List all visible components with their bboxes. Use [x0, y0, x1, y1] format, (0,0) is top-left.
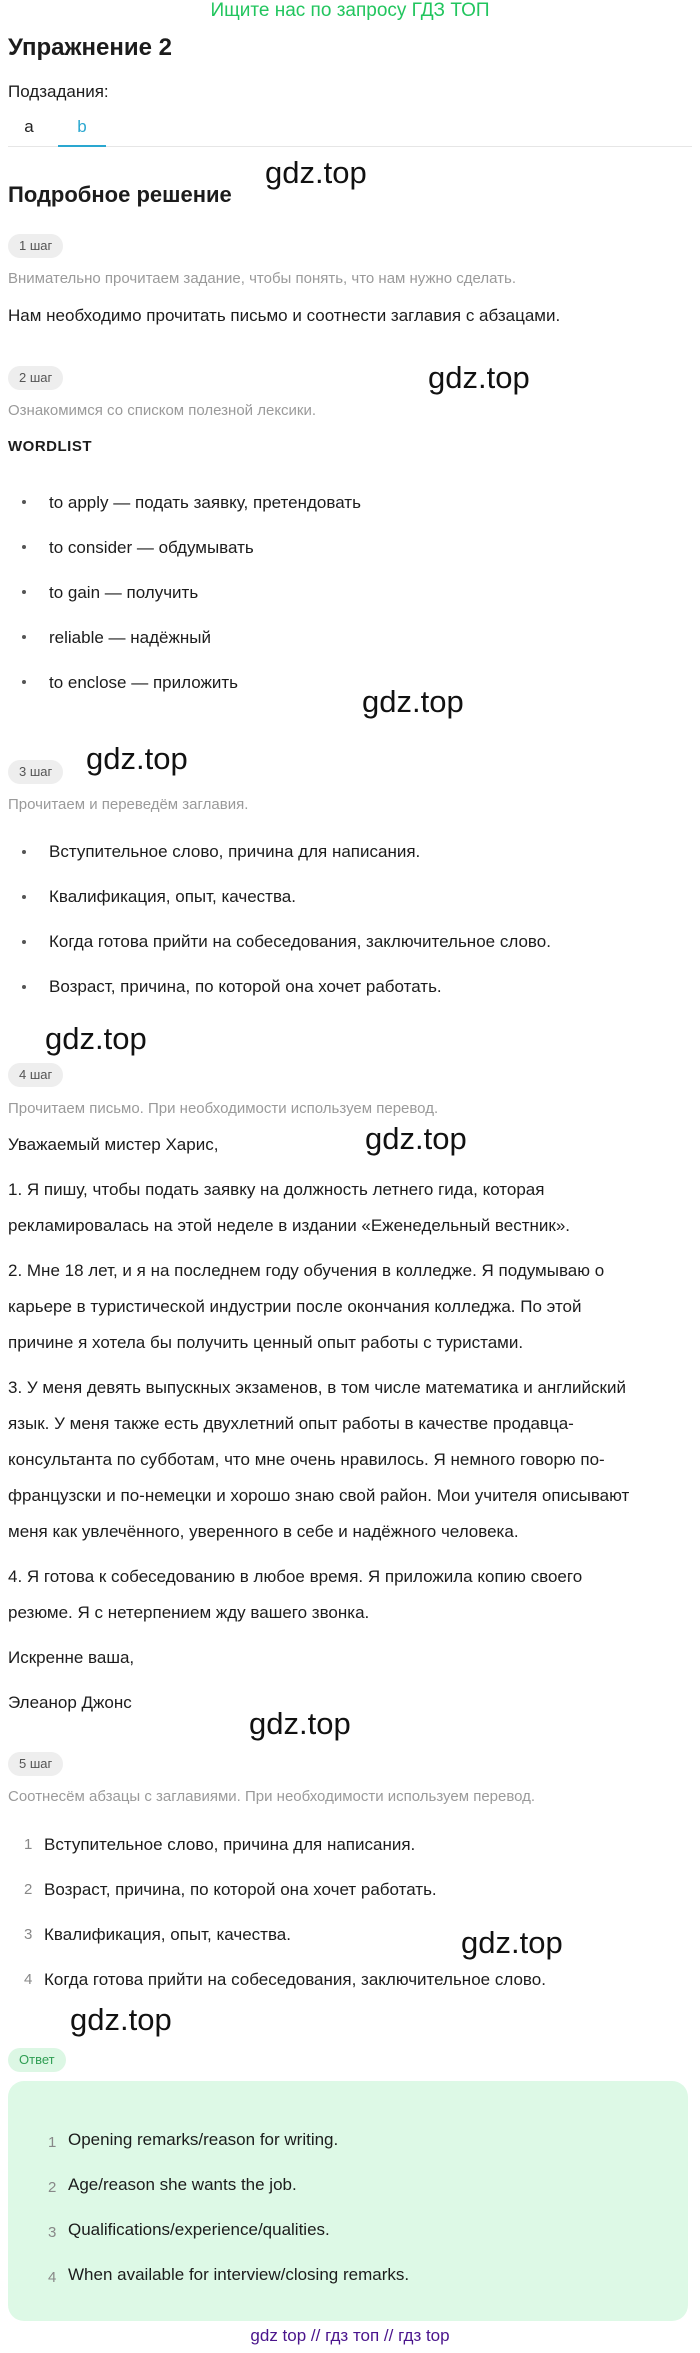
watermark: gdz.top [45, 1021, 147, 1056]
answer-item: When available for interview/closing remarks. [68, 2265, 410, 2284]
step-badge: 1 шаг [8, 234, 63, 258]
answer-item: Age/reason she wants the job. [68, 2175, 297, 2194]
step-description: Прочитаем письмо. При необходимости используем перевод. [8, 1100, 439, 1117]
bullet-icon [22, 545, 26, 549]
letter-signature: Элеанор Джонс [8, 1693, 132, 1712]
bullet-icon [22, 850, 26, 854]
list-number: 2 [24, 1881, 33, 1898]
section-title: Подробное решение [8, 182, 232, 207]
list-item: Когда готова прийти на собеседования, заключительное слово. [49, 932, 551, 951]
footer-links[interactable]: gdz top // гдз топ // гдз top [250, 2326, 450, 2345]
bullet-icon [22, 940, 26, 944]
list-number: 3 [48, 2224, 57, 2241]
step-badge: 5 шаг [8, 1752, 63, 1776]
step-badge: 4 шаг [8, 1063, 63, 1087]
letter-greeting: Уважаемый мистер Харис, [8, 1135, 219, 1154]
watermark: gdz.top [86, 741, 188, 776]
letter-paragraph: резюме. Я с нетерпением жду вашего звонка. [8, 1603, 370, 1622]
tab-b[interactable]: b [58, 112, 106, 147]
list-item: Вступительное слово, причина для написания. [44, 1835, 416, 1854]
list-item: to enclose — приложить [49, 673, 238, 692]
bullet-icon [22, 680, 26, 684]
letter-closing: Искренне ваша, [8, 1648, 135, 1667]
letter-paragraph: 2. Мне 18 лет, и я на последнем году обучения в колледже. Я подумываю о [8, 1261, 605, 1280]
step-description: Внимательно прочитаем задание, чтобы понять, что нам нужно сделать. [8, 270, 517, 287]
letter-paragraph: карьере в туристической индустрии после окончания колледжа. По этой [8, 1297, 582, 1316]
list-item: Возраст, причина, по которой она хочет работать. [49, 977, 442, 996]
letter-paragraph: меня как увлечённого, уверенного в себе и надёжного человека. [8, 1522, 519, 1541]
bullet-icon [22, 590, 26, 594]
bullet-icon [22, 895, 26, 899]
letter-paragraph: причине я хотела бы получить ценный опыт работы с туристами. [8, 1333, 524, 1352]
watermark: gdz.top [428, 360, 530, 395]
search-banner: Ищите нас по запросу ГДЗ ТОП [210, 0, 490, 21]
watermark: gdz.top [461, 1925, 563, 1960]
step-badge: 3 шаг [8, 760, 63, 784]
answer-item: Opening remarks/reason for writing. [68, 2130, 339, 2149]
page-title: Упражнение 2 [8, 34, 172, 61]
list-item: reliable — надёжный [49, 628, 211, 647]
list-item: Квалификация, опыт, качества. [49, 887, 296, 906]
answer-item: Qualifications/experience/qualities. [68, 2220, 330, 2239]
answer-badge: Ответ [8, 2048, 66, 2072]
list-number: 4 [48, 2269, 57, 2286]
bullet-icon [22, 635, 26, 639]
list-number: 4 [24, 1971, 33, 1988]
watermark: gdz.top [365, 1121, 467, 1156]
list-item: Вступительное слово, причина для написания. [49, 842, 421, 861]
letter-paragraph: консультанта по субботам, что мне очень нравилось. Я немного говорю по- [8, 1450, 605, 1469]
wordlist-heading: WORDLIST [8, 438, 92, 455]
step-description: Прочитаем и переведём заглавия. [8, 796, 249, 813]
list-number: 2 [48, 2179, 57, 2196]
watermark: gdz.top [70, 2002, 172, 2037]
letter-paragraph: французски и по-немецки и хорошо знаю свой район. Мои учителя описывают [8, 1486, 630, 1505]
list-item: Когда готова прийти на собеседования, заключительное слово. [44, 1970, 546, 1989]
list-item: Квалификация, опыт, качества. [44, 1925, 291, 1944]
step-badge: 2 шаг [8, 366, 63, 390]
bullet-icon [22, 500, 26, 504]
letter-paragraph: рекламировалась на этой неделе в издании «Еженедельный вестник». [8, 1216, 570, 1235]
list-number: 3 [24, 1926, 33, 1943]
list-item: to gain — получить [49, 583, 199, 602]
list-item: Возраст, причина, по которой она хочет работать. [44, 1880, 437, 1899]
letter-paragraph: язык. У меня также есть двухлетний опыт работы в качестве продавца- [8, 1414, 574, 1433]
step-text: Нам необходимо прочитать письмо и соотнести заглавия с абзацами. [8, 306, 561, 325]
subtask-tabs [8, 112, 692, 147]
letter-paragraph: 1. Я пишу, чтобы подать заявку на должность летнего гида, которая [8, 1180, 545, 1199]
step-description: Ознакомимся со списком полезной лексики. [8, 402, 317, 419]
tab-a[interactable]: a [24, 117, 34, 136]
list-item: to apply — подать заявку, претендовать [49, 493, 361, 512]
watermark: gdz.top [265, 155, 367, 190]
list-number: 1 [48, 2134, 57, 2151]
answer-box [8, 2081, 688, 2321]
watermark: gdz.top [249, 1706, 351, 1741]
letter-paragraph: 4. Я готова к собеседованию в любое время. Я приложила копию своего [8, 1567, 583, 1586]
subtasks-label: Подзадания: [8, 82, 109, 101]
letter-paragraph: 3. У меня девять выпускных экзаменов, в том числе математика и английский [8, 1378, 626, 1397]
bullet-icon [22, 985, 26, 989]
watermark: gdz.top [362, 684, 464, 719]
list-number: 1 [24, 1836, 33, 1853]
list-item: to consider — обдумывать [49, 538, 254, 557]
step-description: Соотнесём абзацы с заглавиями. При необходимости используем перевод. [8, 1788, 536, 1805]
